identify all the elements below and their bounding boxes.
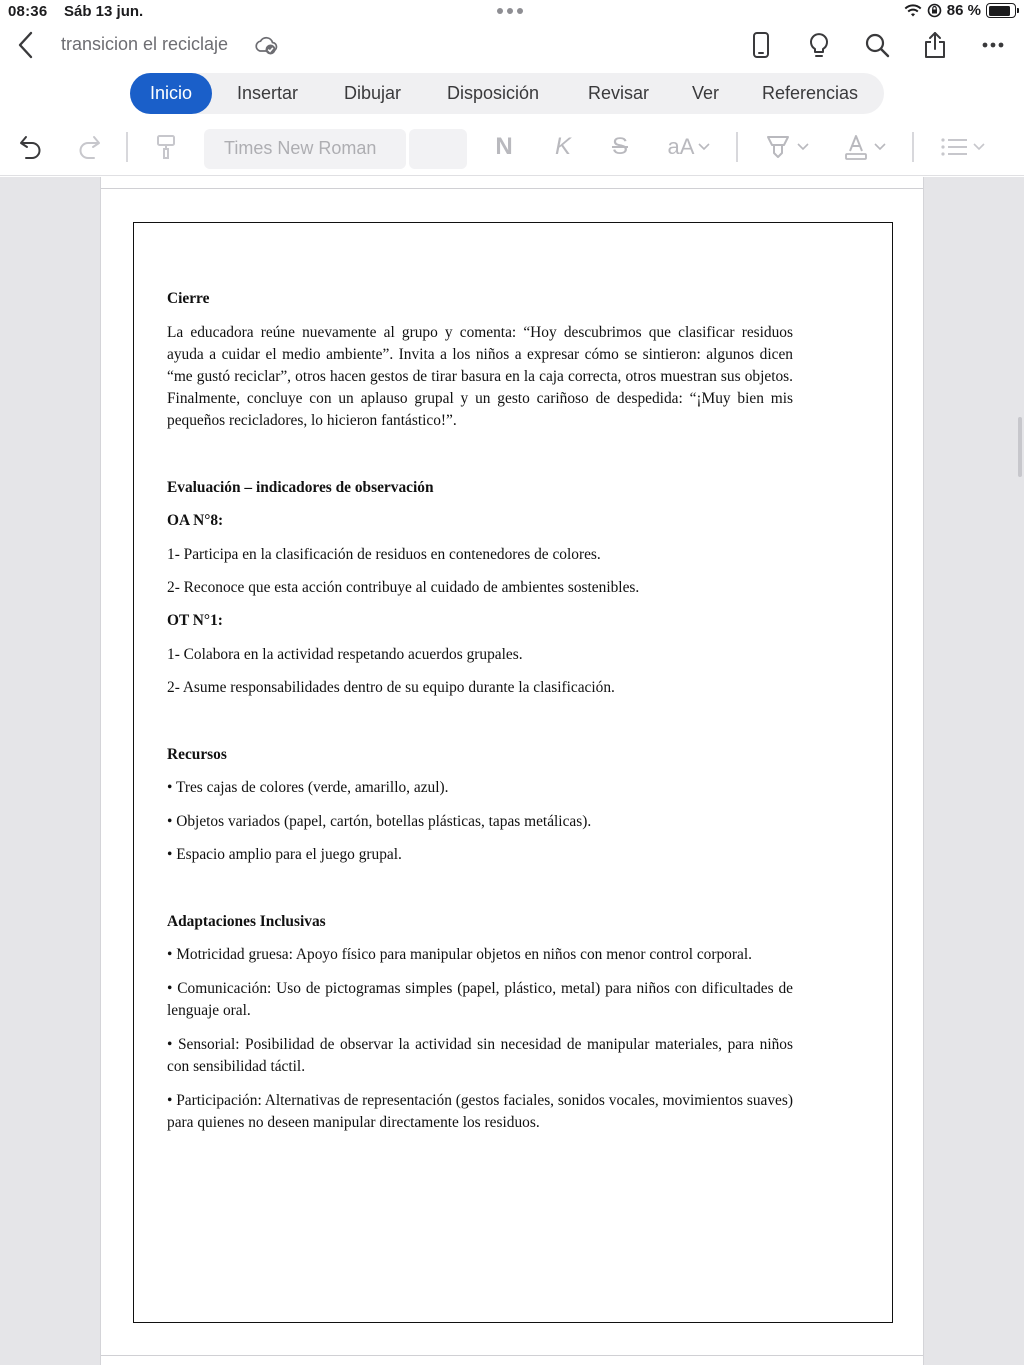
search-button[interactable] — [862, 30, 892, 60]
battery-percent: 86 % — [946, 2, 981, 19]
lightbulb-icon — [807, 31, 831, 59]
back-button[interactable] — [12, 30, 42, 60]
orientation-lock-icon — [927, 3, 942, 18]
tab-referencias[interactable]: Referencias — [762, 83, 859, 103]
status-bar — [0, 0, 1024, 24]
bold-button[interactable] — [490, 131, 518, 163]
undo-icon — [17, 133, 45, 161]
document-body[interactable] — [167, 245, 793, 1134]
redo-button[interactable] — [74, 131, 104, 163]
subheading-oa: OA N°8: — [167, 512, 224, 529]
status-indicators — [904, 2, 1016, 19]
italic-button[interactable] — [549, 131, 577, 163]
italic-icon: K — [554, 133, 571, 160]
font-color-button[interactable] — [840, 131, 890, 163]
bullets-button[interactable] — [936, 131, 988, 163]
strikethrough-button[interactable] — [606, 131, 634, 163]
title-bar — [0, 24, 1024, 70]
battery-icon — [986, 3, 1016, 18]
mobile-view-icon — [751, 31, 771, 59]
mobile-view-button[interactable] — [746, 30, 776, 60]
document-canvas[interactable] — [0, 177, 1024, 1365]
tab-dibujar[interactable]: Dibujar — [344, 83, 402, 103]
page-bottom-margin-line — [101, 1355, 923, 1356]
font-name-field[interactable] — [204, 129, 406, 169]
chevron-down-icon — [874, 143, 886, 151]
undo-button[interactable] — [16, 131, 46, 163]
highlight-button[interactable] — [762, 131, 812, 163]
list-item-oa: 1- Participa en la clasificación de residuos en contenedores de colores. — [167, 546, 601, 563]
subheading-ot: OT N°1: — [167, 612, 223, 629]
wifi-icon — [904, 4, 922, 18]
tab-disposicion[interactable]: Disposición — [447, 83, 540, 103]
section-heading-evaluacion: Evaluación – indicadores de observación — [167, 479, 434, 496]
tab-ver[interactable]: Ver — [692, 83, 720, 103]
paragraph-cierre: La educadora reúne nuevamente al grupo y comenta: “Hoy descubrimos que clasificar residuos ayuda a cuidar el medio ambiente”. Invita a los niños a expresar cómo se sintieron: algunos dicen “me gustó reciclar”, otros hacen gestos de tirar basura en la caja correcta, otros muestran sus objetos. Finalmente, concluye con un aplauso grupal y un gesto cariñoso de despedida: “¡Muy bien mis pequeños recicladores, lo hicieron fantástico!”. — [167, 324, 793, 429]
highlighter-icon — [765, 133, 791, 161]
tab-inicio[interactable]: Inicio — [130, 73, 212, 114]
share-button[interactable] — [920, 30, 950, 60]
page-top-margin-line — [101, 188, 923, 189]
tab-insertar[interactable]: Insertar — [237, 83, 299, 103]
list-item-adaptacion: • Comunicación: Uso de pictogramas simples (papel, plástico, metal) para niños con dificultades de lenguaje oral. — [167, 980, 793, 1019]
document-page[interactable] — [100, 177, 924, 1365]
status-date: Sáb 13 jun. — [64, 3, 144, 20]
list-item-adaptacion: • Participación: Alternativas de representación (gestos faciales, sonidos vocales, movimientos suaves) para quienes no deseen manipular directamente los residuos. — [167, 1092, 793, 1131]
list-item-adaptacion: • Sensorial: Posibilidad de observar la actividad sin necesidad de manipular materiales, para niños con sensibilidad táctil. — [167, 1036, 793, 1075]
section-heading-cierre: Cierre — [167, 290, 210, 307]
bullet-list-icon — [939, 135, 969, 159]
list-item-recurso: • Tres cajas de colores (verde, amarillo, azul). — [167, 779, 449, 796]
vertical-scrollbar[interactable] — [1018, 417, 1022, 477]
multitasking-dots-icon[interactable] — [497, 8, 523, 14]
section-heading-recursos: Recursos — [167, 746, 227, 763]
share-icon — [922, 31, 948, 59]
list-item-recurso: • Espacio amplio para el juego grupal. — [167, 846, 402, 863]
document-title[interactable]: transicion el reciclaje — [61, 34, 229, 54]
formatting-toolbar — [0, 118, 1024, 176]
tab-revisar[interactable]: Revisar — [588, 83, 650, 103]
toolbar-divider — [126, 132, 128, 162]
back-icon — [12, 30, 42, 60]
strikethrough-icon: S — [611, 133, 628, 160]
toolbar-divider — [912, 132, 914, 162]
chevron-down-icon — [797, 143, 809, 151]
font-name-value: Times New Roman — [224, 138, 377, 158]
list-item-adaptacion: • Motricidad gruesa: Apoyo físico para manipular objetos en niños con menor control corporal. — [167, 946, 752, 963]
status-time: 08:36 — [8, 3, 48, 20]
ribbon-tabs — [0, 70, 1024, 118]
list-item-ot: 2- Asume responsabilidades dentro de su equipo durante la clasificación. — [167, 679, 615, 696]
ideas-button[interactable] — [804, 30, 834, 60]
font-size-field[interactable] — [409, 129, 467, 169]
section-heading-adaptaciones: Adaptaciones Inclusivas — [167, 913, 326, 930]
bold-icon: N — [495, 133, 513, 160]
font-color-icon — [844, 133, 868, 161]
redo-icon — [75, 133, 103, 161]
change-case-button[interactable] — [663, 131, 715, 163]
list-item-ot: 1- Colabora en la actividad respetando acuerdos grupales. — [167, 646, 523, 663]
list-item-oa: 2- Reconoce que esta acción contribuye al cuidado de ambientes sostenibles. — [167, 579, 640, 596]
change-case-icon: aA — [667, 134, 695, 159]
toolbar-divider — [736, 132, 738, 162]
list-item-recurso: • Objetos variados (papel, cartón, botellas plásticas, tapas metálicas). — [167, 813, 592, 830]
chevron-down-icon — [973, 143, 985, 151]
more-icon — [981, 41, 1005, 49]
search-icon — [864, 32, 890, 58]
format-painter-button[interactable] — [152, 131, 180, 163]
chevron-down-icon — [698, 143, 710, 151]
more-button[interactable] — [978, 30, 1008, 60]
format-painter-icon — [155, 133, 177, 161]
cloud-saved-icon[interactable] — [254, 34, 278, 56]
